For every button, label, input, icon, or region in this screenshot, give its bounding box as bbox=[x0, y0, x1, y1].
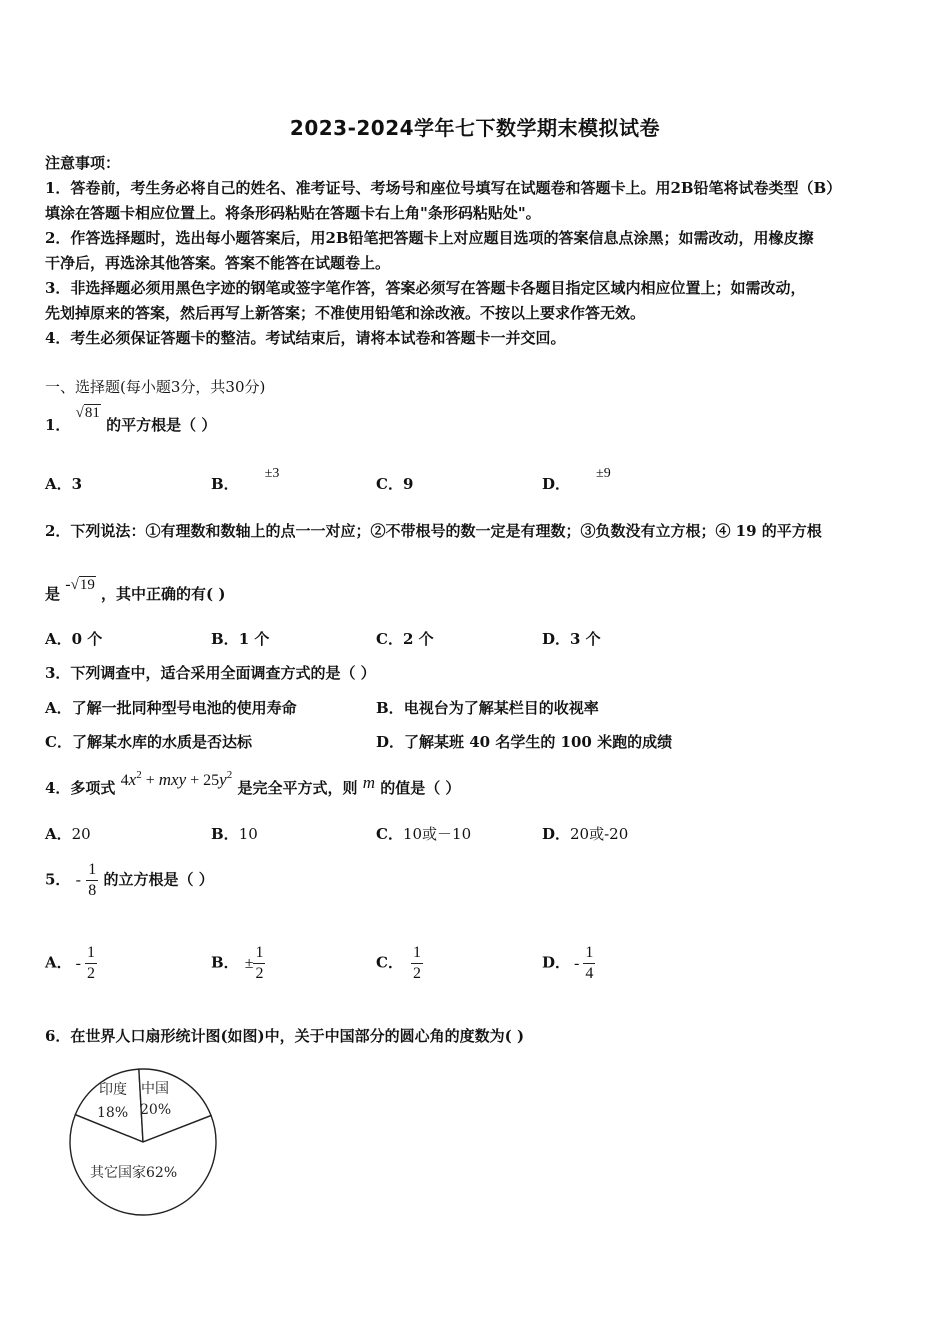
option-a[interactable] bbox=[45, 628, 102, 649]
question-1 bbox=[45, 405, 217, 435]
math-term: + 25 bbox=[186, 772, 220, 789]
page-title: 2023-2024学年七下数学期末模拟试卷 bbox=[289, 116, 661, 140]
denominator: 4 bbox=[585, 965, 594, 982]
numerator: 1 bbox=[85, 943, 97, 964]
option-value: 3 个 bbox=[570, 630, 601, 648]
option-value: 1 个 bbox=[238, 630, 270, 648]
math-term: 4 bbox=[120, 772, 129, 789]
option-label: B． bbox=[211, 825, 239, 843]
question-text: ，其中正确的有( ) bbox=[101, 585, 226, 603]
option-value: 20 bbox=[71, 825, 91, 843]
question-5 bbox=[45, 860, 214, 901]
numerator: 1 bbox=[583, 943, 595, 964]
notice-line: 4．考生必须保证答题卡的整洁。考试结束后，请将本试卷和答题卡一并交回。 bbox=[45, 329, 566, 347]
pie-label-china: 中国 bbox=[141, 1081, 169, 1097]
option-c[interactable] bbox=[45, 731, 252, 752]
section-heading: 一、选择题(每小题3分，共30分) bbox=[45, 378, 266, 396]
option-label: C． bbox=[45, 733, 72, 751]
option-label: A． bbox=[45, 825, 72, 843]
option-d[interactable] bbox=[542, 466, 611, 494]
option-b[interactable] bbox=[211, 823, 258, 844]
option-label: B． bbox=[211, 630, 239, 648]
option-value: 3 bbox=[71, 475, 83, 493]
notice-heading: 注意事项： bbox=[45, 154, 121, 172]
question-number: 5． bbox=[45, 870, 71, 889]
option-label: D． bbox=[542, 475, 571, 493]
fraction bbox=[86, 860, 98, 901]
minus-sign: - bbox=[65, 576, 71, 593]
option-c[interactable] bbox=[376, 473, 413, 494]
option-label: A． bbox=[45, 699, 72, 717]
math-operator: + bbox=[141, 772, 159, 789]
denominator: 8 bbox=[88, 882, 97, 899]
radicand: 81 bbox=[84, 405, 100, 421]
question-text: 是完全平方式，则 bbox=[237, 779, 358, 797]
option-label: A． bbox=[45, 953, 72, 972]
fraction bbox=[85, 943, 97, 984]
option-a[interactable] bbox=[45, 473, 82, 494]
option-label: C． bbox=[376, 475, 403, 493]
option-sign: ± bbox=[244, 954, 254, 972]
option-value: ±3 bbox=[264, 466, 280, 481]
option-label: C． bbox=[376, 630, 403, 648]
math-exponent: 2 bbox=[226, 769, 233, 781]
option-b[interactable] bbox=[211, 943, 265, 984]
option-b[interactable] bbox=[376, 697, 599, 718]
option-value: 了解一批同种型号电池的使用寿命 bbox=[71, 699, 297, 717]
option-label: A． bbox=[45, 630, 72, 648]
option-label: B． bbox=[211, 475, 239, 493]
question-2-line2 bbox=[45, 576, 226, 604]
radicand: 19 bbox=[79, 577, 95, 593]
fraction bbox=[583, 943, 595, 984]
notice-line: 2．作答选择题时，选出每小题答案后，用2B铅笔把答题卡上对应题目选项的答案信息点涂黑；如需改动，用橡皮擦 bbox=[45, 229, 814, 247]
option-label: D． bbox=[542, 630, 571, 648]
notice-line: 干净后，再选涂其他答案。答案不能答在试题卷上。 bbox=[45, 254, 391, 272]
option-value: 10 bbox=[238, 825, 258, 843]
option-sign: - bbox=[75, 954, 81, 972]
population-pie-chart bbox=[63, 1062, 223, 1222]
fraction bbox=[253, 943, 265, 984]
pie-value-india: 18% bbox=[97, 1105, 129, 1121]
option-label: B． bbox=[211, 953, 239, 972]
question-text: 的值是（ ） bbox=[380, 779, 461, 797]
option-value: 2 个 bbox=[402, 630, 434, 648]
denominator: 2 bbox=[412, 965, 421, 982]
option-value: 9 bbox=[402, 475, 414, 493]
option-a[interactable] bbox=[45, 823, 91, 844]
option-d[interactable] bbox=[542, 943, 595, 984]
option-label: D． bbox=[542, 953, 571, 972]
option-a[interactable] bbox=[45, 697, 297, 718]
question-6: 6．在世界人口扇形统计图(如图)中，关于中国部分的圆心角的度数为( ) bbox=[45, 1027, 525, 1045]
option-label: A． bbox=[45, 475, 72, 493]
numerator: 1 bbox=[411, 943, 423, 964]
option-value: 10或－10 bbox=[402, 825, 472, 843]
pie-value-china: 20% bbox=[140, 1102, 172, 1118]
minus-sign: - bbox=[75, 871, 81, 889]
math-exponent: 2 bbox=[136, 769, 142, 781]
notice-line: 先划掉原来的答案，然后再写上新答案；不准使用铅笔和涂改液。不按以上要求作答无效。 bbox=[45, 304, 646, 322]
option-d[interactable] bbox=[542, 628, 601, 649]
option-label: C． bbox=[376, 953, 403, 972]
option-value: 电视台为了解某栏目的收视率 bbox=[403, 699, 599, 717]
math-term: x bbox=[128, 770, 137, 789]
notice-line: 填涂在答题卡相应位置上。将条形码粘贴在答题卡右上角"条形码粘贴处"。 bbox=[45, 204, 541, 222]
fraction bbox=[411, 943, 423, 984]
variable-m: m bbox=[362, 773, 375, 792]
option-a[interactable] bbox=[45, 943, 97, 984]
question-text: 是 bbox=[45, 585, 61, 603]
option-value: ±9 bbox=[596, 466, 611, 481]
math-term: y bbox=[219, 770, 227, 789]
option-b[interactable] bbox=[211, 466, 280, 494]
denominator: 2 bbox=[255, 965, 264, 982]
option-label: D． bbox=[376, 733, 405, 751]
question-text: 4．多项式 bbox=[45, 779, 116, 797]
option-sign: - bbox=[574, 954, 580, 972]
polynomial-expression bbox=[121, 771, 233, 789]
sqrt-expression: √19 bbox=[70, 577, 95, 593]
option-label: B． bbox=[376, 699, 404, 717]
option-b[interactable] bbox=[211, 628, 269, 649]
option-value: 20或-20 bbox=[570, 825, 629, 843]
option-label: C． bbox=[376, 825, 403, 843]
question-3: 3．下列调查中，适合采用全面调查方式的是（ ） bbox=[45, 664, 376, 682]
option-c[interactable] bbox=[376, 823, 471, 844]
question-2-line1: 2．下列说法：①有理数和数轴上的点一一对应；②不带根号的数一定是有理数；③负数没有立方根；④ 19 的平方根 bbox=[45, 522, 822, 540]
notice-line: 1．答卷前，考生务必将自己的姓名、准考证号、考场号和座位号填写在试题卷和答题卡上。用2B铅笔将试卷类型（B） bbox=[45, 179, 842, 197]
pie-label-india: 印度 bbox=[99, 1082, 127, 1098]
option-c[interactable] bbox=[376, 943, 423, 984]
option-value: 了解某水库的水质是否达标 bbox=[71, 733, 252, 751]
math-term: mxy bbox=[158, 770, 187, 789]
denominator: 2 bbox=[86, 965, 95, 982]
numerator: 1 bbox=[253, 943, 265, 964]
question-number: 1． bbox=[45, 416, 71, 434]
option-value: 0 个 bbox=[71, 630, 103, 648]
sqrt-expression: √81 bbox=[75, 405, 100, 421]
option-label: D． bbox=[542, 825, 571, 843]
pie-label-others: 其它国家62% bbox=[90, 1165, 178, 1181]
option-d[interactable] bbox=[542, 823, 628, 844]
question-text: 的立方根是（ ） bbox=[103, 870, 214, 889]
question-text: 的平方根是（ ） bbox=[106, 416, 217, 434]
option-c[interactable] bbox=[376, 628, 434, 649]
option-value: 了解某班 40 名学生的 100 米跑的成绩 bbox=[404, 733, 673, 751]
question-4 bbox=[45, 769, 461, 798]
option-d[interactable] bbox=[376, 731, 672, 752]
numerator: 1 bbox=[86, 860, 98, 881]
notice-line: 3．非选择题必须用黑色字迹的钢笔或签字笔作答，答案必须写在答题卡各题目指定区域内相应位置上；如需改动， bbox=[45, 279, 806, 297]
